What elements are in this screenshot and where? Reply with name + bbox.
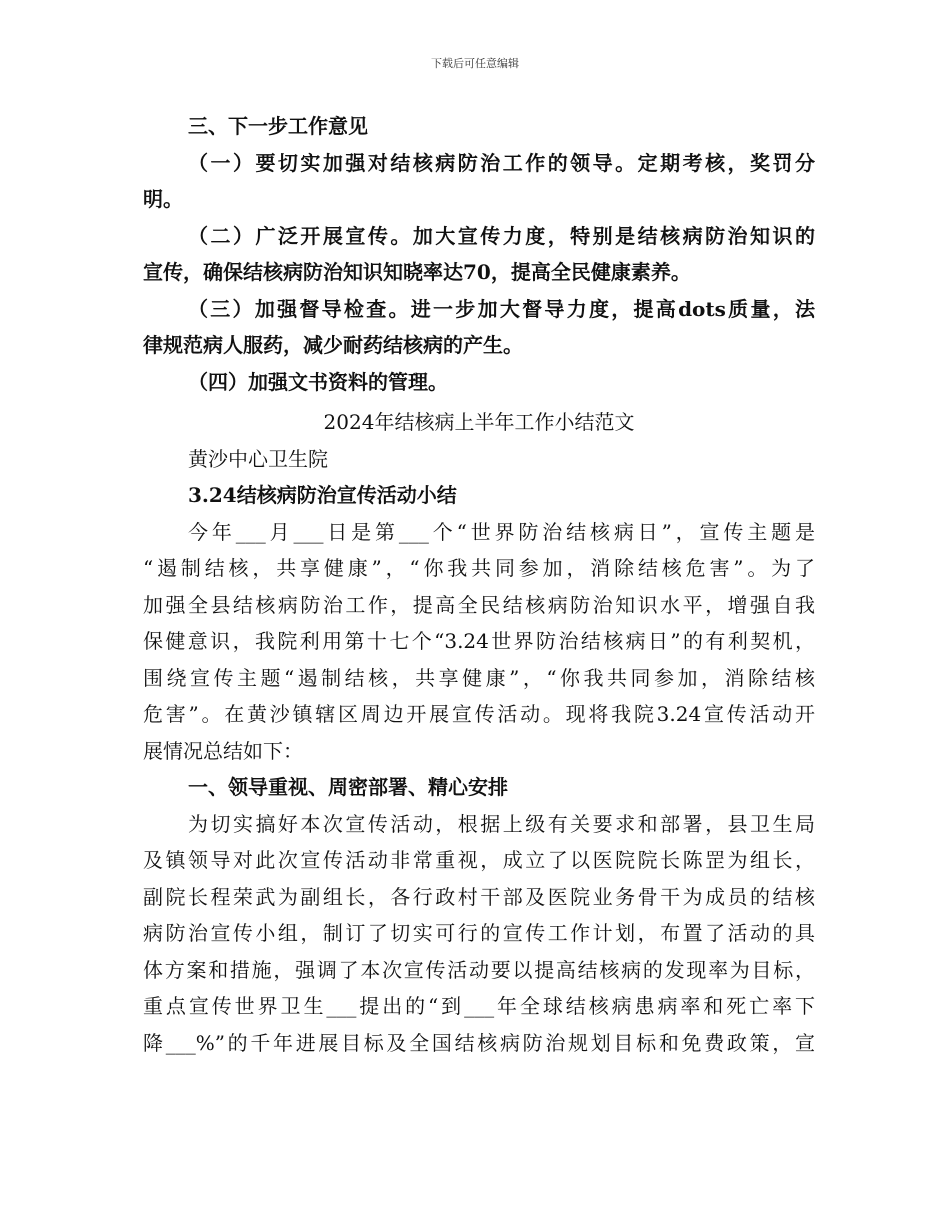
article-title: 2024年结核病上半年工作小结范文 [323, 410, 635, 434]
paragraph-line: 加强全县结核病防治工作，提高全民结核病防治知识水平，增强自我 [143, 592, 815, 617]
paragraph-line: （一）要切实加强对结核病防治工作的领导。定期考核，奖罚分 [188, 150, 815, 175]
paragraph-line: 及镇领导对此次宣传活动非常重视，成立了以医院院长陈罡为组长， [143, 848, 815, 872]
paragraph-line: 重点宣传世界卫生___提出的“到___年全球结核病患病率和死亡率下 [143, 994, 815, 1018]
document-body [143, 108, 815, 1061]
paragraph-line: 明。 [143, 187, 183, 211]
paragraph-line: 保健意识，我院利用第十七个“3.24世界防治结核病日”的有利契机， [143, 629, 815, 653]
organization-name: 黄沙中心卫生院 [188, 446, 328, 471]
section-heading: 三、下一步工作意见 [188, 114, 368, 138]
paragraph-line: 副院长程荣武为副组长，各行政村干部及医院业务骨干为成员的结核 [143, 884, 815, 909]
paragraph-line: （四）加强文书资料的管理。 [188, 369, 448, 394]
section-heading: 一、领导重视、周密部署、精心安排 [188, 775, 508, 799]
paragraph-line: （二）广泛开展宣传。加大宣传力度，特别是结核病防治知识的 [188, 223, 815, 248]
paragraph-line: “遏制结核，共享健康”，“你我共同参加，消除结核危害”。为了 [143, 556, 815, 580]
paragraph-line: 为切实搞好本次宣传活动，根据上级有关要求和部署，县卫生局 [188, 811, 815, 836]
paragraph-line: 危害”。在黄沙镇辖区周边开展宣传活动。现将我院3.24宣传活动开 [143, 702, 815, 726]
paragraph-line: 今年___月___日是第___个“世界防治结核病日”，宣传主题是 [188, 519, 815, 544]
article-subtitle: 3.24结核病防治宣传活动小结 [188, 483, 457, 507]
paragraph-line: 律规范病人服药，减少耐药结核病的产生。 [143, 333, 523, 357]
paragraph-line: 围绕宣传主题“遏制结核，共享健康”，“你我共同参加，消除结核 [143, 665, 815, 690]
paragraph-line: 宣传，确保结核病防治知识知晓率达70，提高全民健康素养。 [143, 260, 691, 284]
paragraph-line: 降___%”的千年进展目标及全国结核病防治规划目标和免费政策，宣 [143, 1030, 815, 1055]
header-note: 下载后可任意编辑 [431, 57, 519, 70]
paragraph-line: 展情况总结如下： [143, 738, 303, 763]
paragraph-line: （三）加强督导检查。进一步加大督导力度，提高dots质量，法 [188, 296, 815, 321]
paragraph-line: 病防治宣传小组，制订了切实可行的宣传工作计划，布置了活动的具 [143, 921, 815, 945]
paragraph-line: 体方案和措施，强调了本次宣传活动要以提高结核病的发现率为目标， [143, 957, 815, 982]
